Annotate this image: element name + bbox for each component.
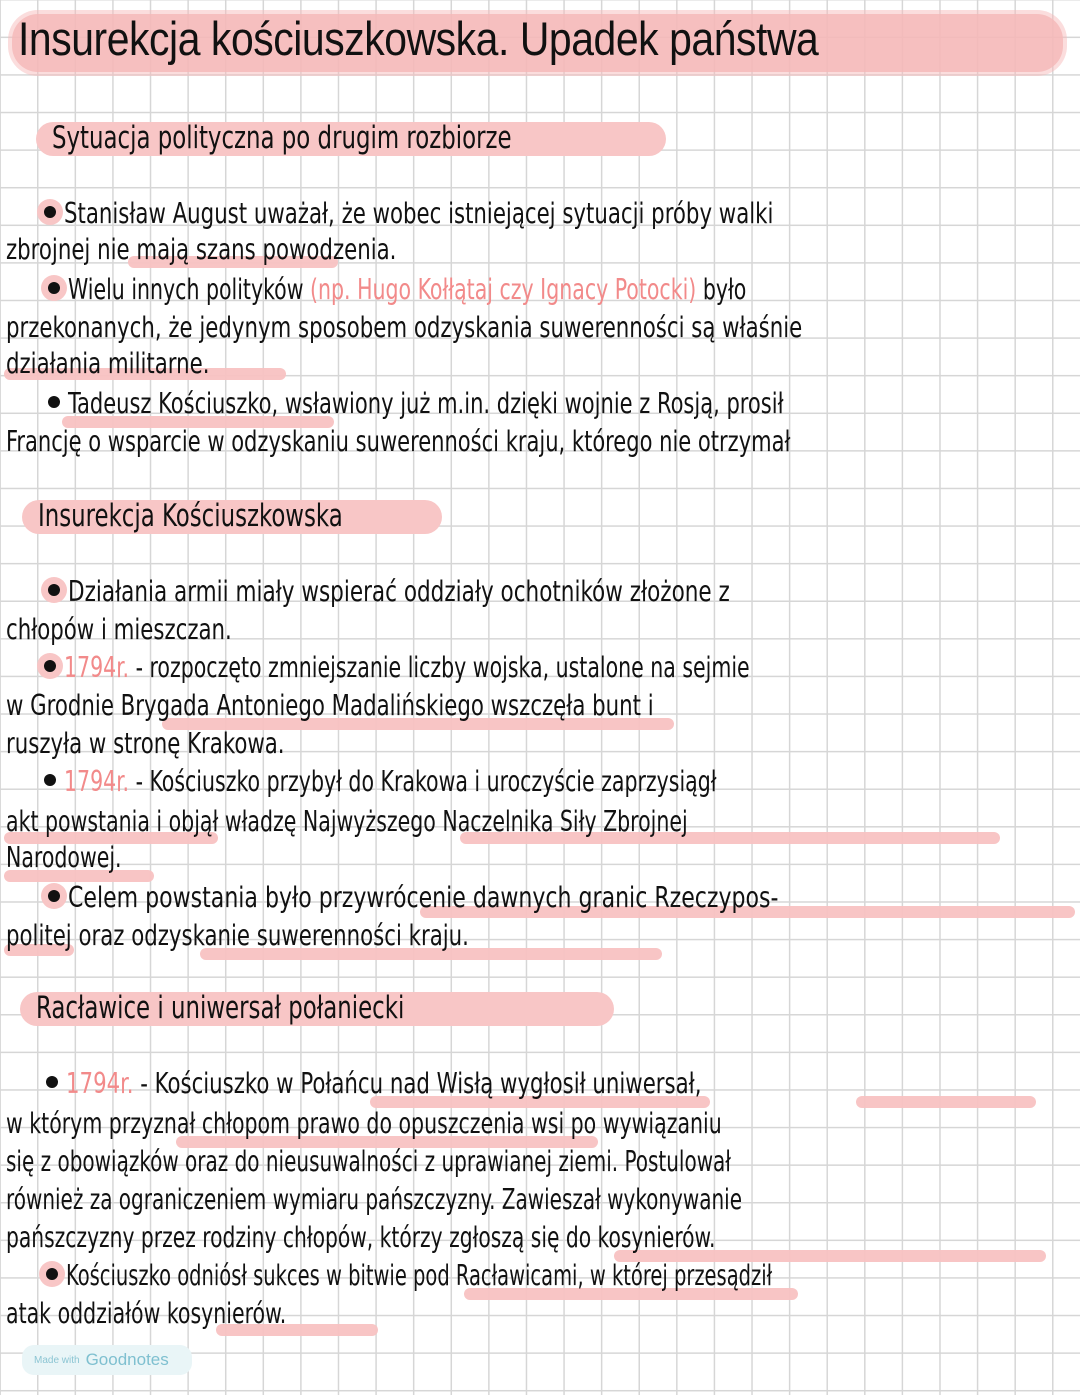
line-text: - Kościuszko przybył do Krakowa i uroczyście zaprzysiągł [129, 765, 717, 798]
line-text: Działania armii miały wspierać oddziały ochotników złożone z [68, 575, 730, 608]
section-heading-insurrection [38, 496, 428, 536]
line-text: się z obowiązków oraz do nieusuwalności z uprawianej ziemi. Postulował [6, 1145, 731, 1178]
list-item-continuation [6, 840, 150, 876]
line-text: Celem powstania było przywrócenie dawnych granic Rzeczypos- [68, 881, 779, 914]
page-title [18, 8, 1063, 70]
list-item [44, 196, 919, 232]
line-text: - rozpoczęto zmniejszanie liczby wojska, ustalone na sejmie [129, 651, 750, 684]
list-item-continuation [6, 310, 965, 346]
list-item-continuation [6, 804, 858, 840]
line-text: Kościuszko odniósł sukces w bitwie pod Racławicami, w której przesądził [66, 1259, 773, 1292]
bullet-icon [44, 206, 56, 218]
list-item-continuation [6, 726, 342, 762]
line-text: Francję o wsparcie w odzyskaniu suwerenności kraju, którego nie otrzymał [6, 425, 791, 458]
list-item-continuation [6, 1106, 901, 1142]
list-item-continuation [6, 1144, 935, 1180]
bullet-icon [44, 774, 56, 786]
bullet-icon [48, 584, 60, 596]
bullet-icon [48, 890, 60, 902]
line-text: politej oraz odzyskanie suwerenności kraju. [6, 919, 469, 952]
bullet-icon [46, 1268, 58, 1280]
line-text: - Kościuszko w Połańcu nad Wisłą wygłosił uniwersał, [133, 1067, 702, 1100]
line-text: Tadeusz Kościuszko, wsławiony już m.in. dzięki wojnie z Rosją, prosił [68, 387, 784, 420]
section-heading-raclawice [36, 988, 600, 1028]
list-item-continuation [6, 612, 278, 648]
line-text: było [696, 273, 747, 306]
line-text: w Grodnie Brygada Antoniego Madalińskiego wszczęła bunt i [6, 689, 654, 722]
line-text: w którym przyznał chłopom prawo do opuszczenia wsi po wywiązaniu [6, 1107, 722, 1140]
line-text: Wielu innych polityków [68, 273, 311, 306]
list-item [44, 764, 880, 800]
line-text: akt powstania i objął władzę Najwyższego Naczelnika Siły Zbrojnej [6, 805, 688, 838]
line-text: Narodowej. [6, 841, 122, 874]
date-text: 1794r. [64, 651, 130, 684]
bullet-icon [48, 282, 60, 294]
list-item [48, 574, 856, 610]
heading-text: Racławice i uniwersał połaniecki [36, 990, 405, 1026]
list-item-continuation [6, 918, 564, 954]
bullet-icon [44, 660, 56, 672]
list-item-continuation [6, 688, 786, 724]
heading-text: Insurekcja Kościuszkowska [38, 498, 343, 534]
list-item-continuation [6, 1220, 904, 1256]
date-text: 1794r. [66, 1067, 134, 1100]
list-item-continuation [6, 424, 963, 460]
line-text: ruszyła w stronę Krakowa. [6, 727, 285, 760]
bullet-icon [46, 1076, 58, 1088]
list-item-continuation [6, 1296, 356, 1332]
list-item [48, 880, 894, 916]
brand-label: Goodnotes [85, 1350, 169, 1369]
date-text: 1794r. [64, 765, 130, 798]
goodnotes-watermark [22, 1345, 192, 1375]
line-text: również za ograniczeniem wymiaru pańszczyzny. Zawieszał wykonywanie [6, 1183, 743, 1216]
list-item [48, 272, 916, 308]
line-text: pańszczyzny przez rodziny chłopów, którzy zgłoszą się do kosynierów. [6, 1221, 716, 1254]
list-item [48, 386, 941, 422]
line-text: atak oddziałów kosynierów. [6, 1297, 287, 1330]
list-item-continuation [6, 346, 251, 382]
line-text: chłopów i mieszczan. [6, 613, 232, 646]
accent-text: (np. Hugo Kołłątaj czy Ignacy Potocki) [310, 273, 697, 306]
list-item [46, 1258, 995, 1294]
bullet-icon [48, 396, 60, 408]
list-item-continuation [6, 232, 476, 268]
line-text: Stanisław August uważał, że wobec istniejącej sytuacji próby walki [64, 197, 774, 230]
list-item [44, 650, 921, 686]
section-heading-political-situation [52, 118, 652, 158]
list-item [46, 1066, 832, 1102]
line-text: przekonanych, że jedynym sposobem odzyskania suwerenności są właśnie [6, 311, 803, 344]
made-with-label: Made with [34, 1354, 80, 1366]
line-text: działania militarne. [6, 347, 210, 380]
page-title-text: Insurekcja kościuszkowska. Upadek państwa [18, 12, 819, 65]
heading-text: Sytuacja polityczna po drugim rozbiorze [52, 120, 512, 156]
list-item-continuation [6, 1182, 950, 1218]
line-text: zbrojnej nie mają szans powodzenia. [6, 233, 397, 266]
